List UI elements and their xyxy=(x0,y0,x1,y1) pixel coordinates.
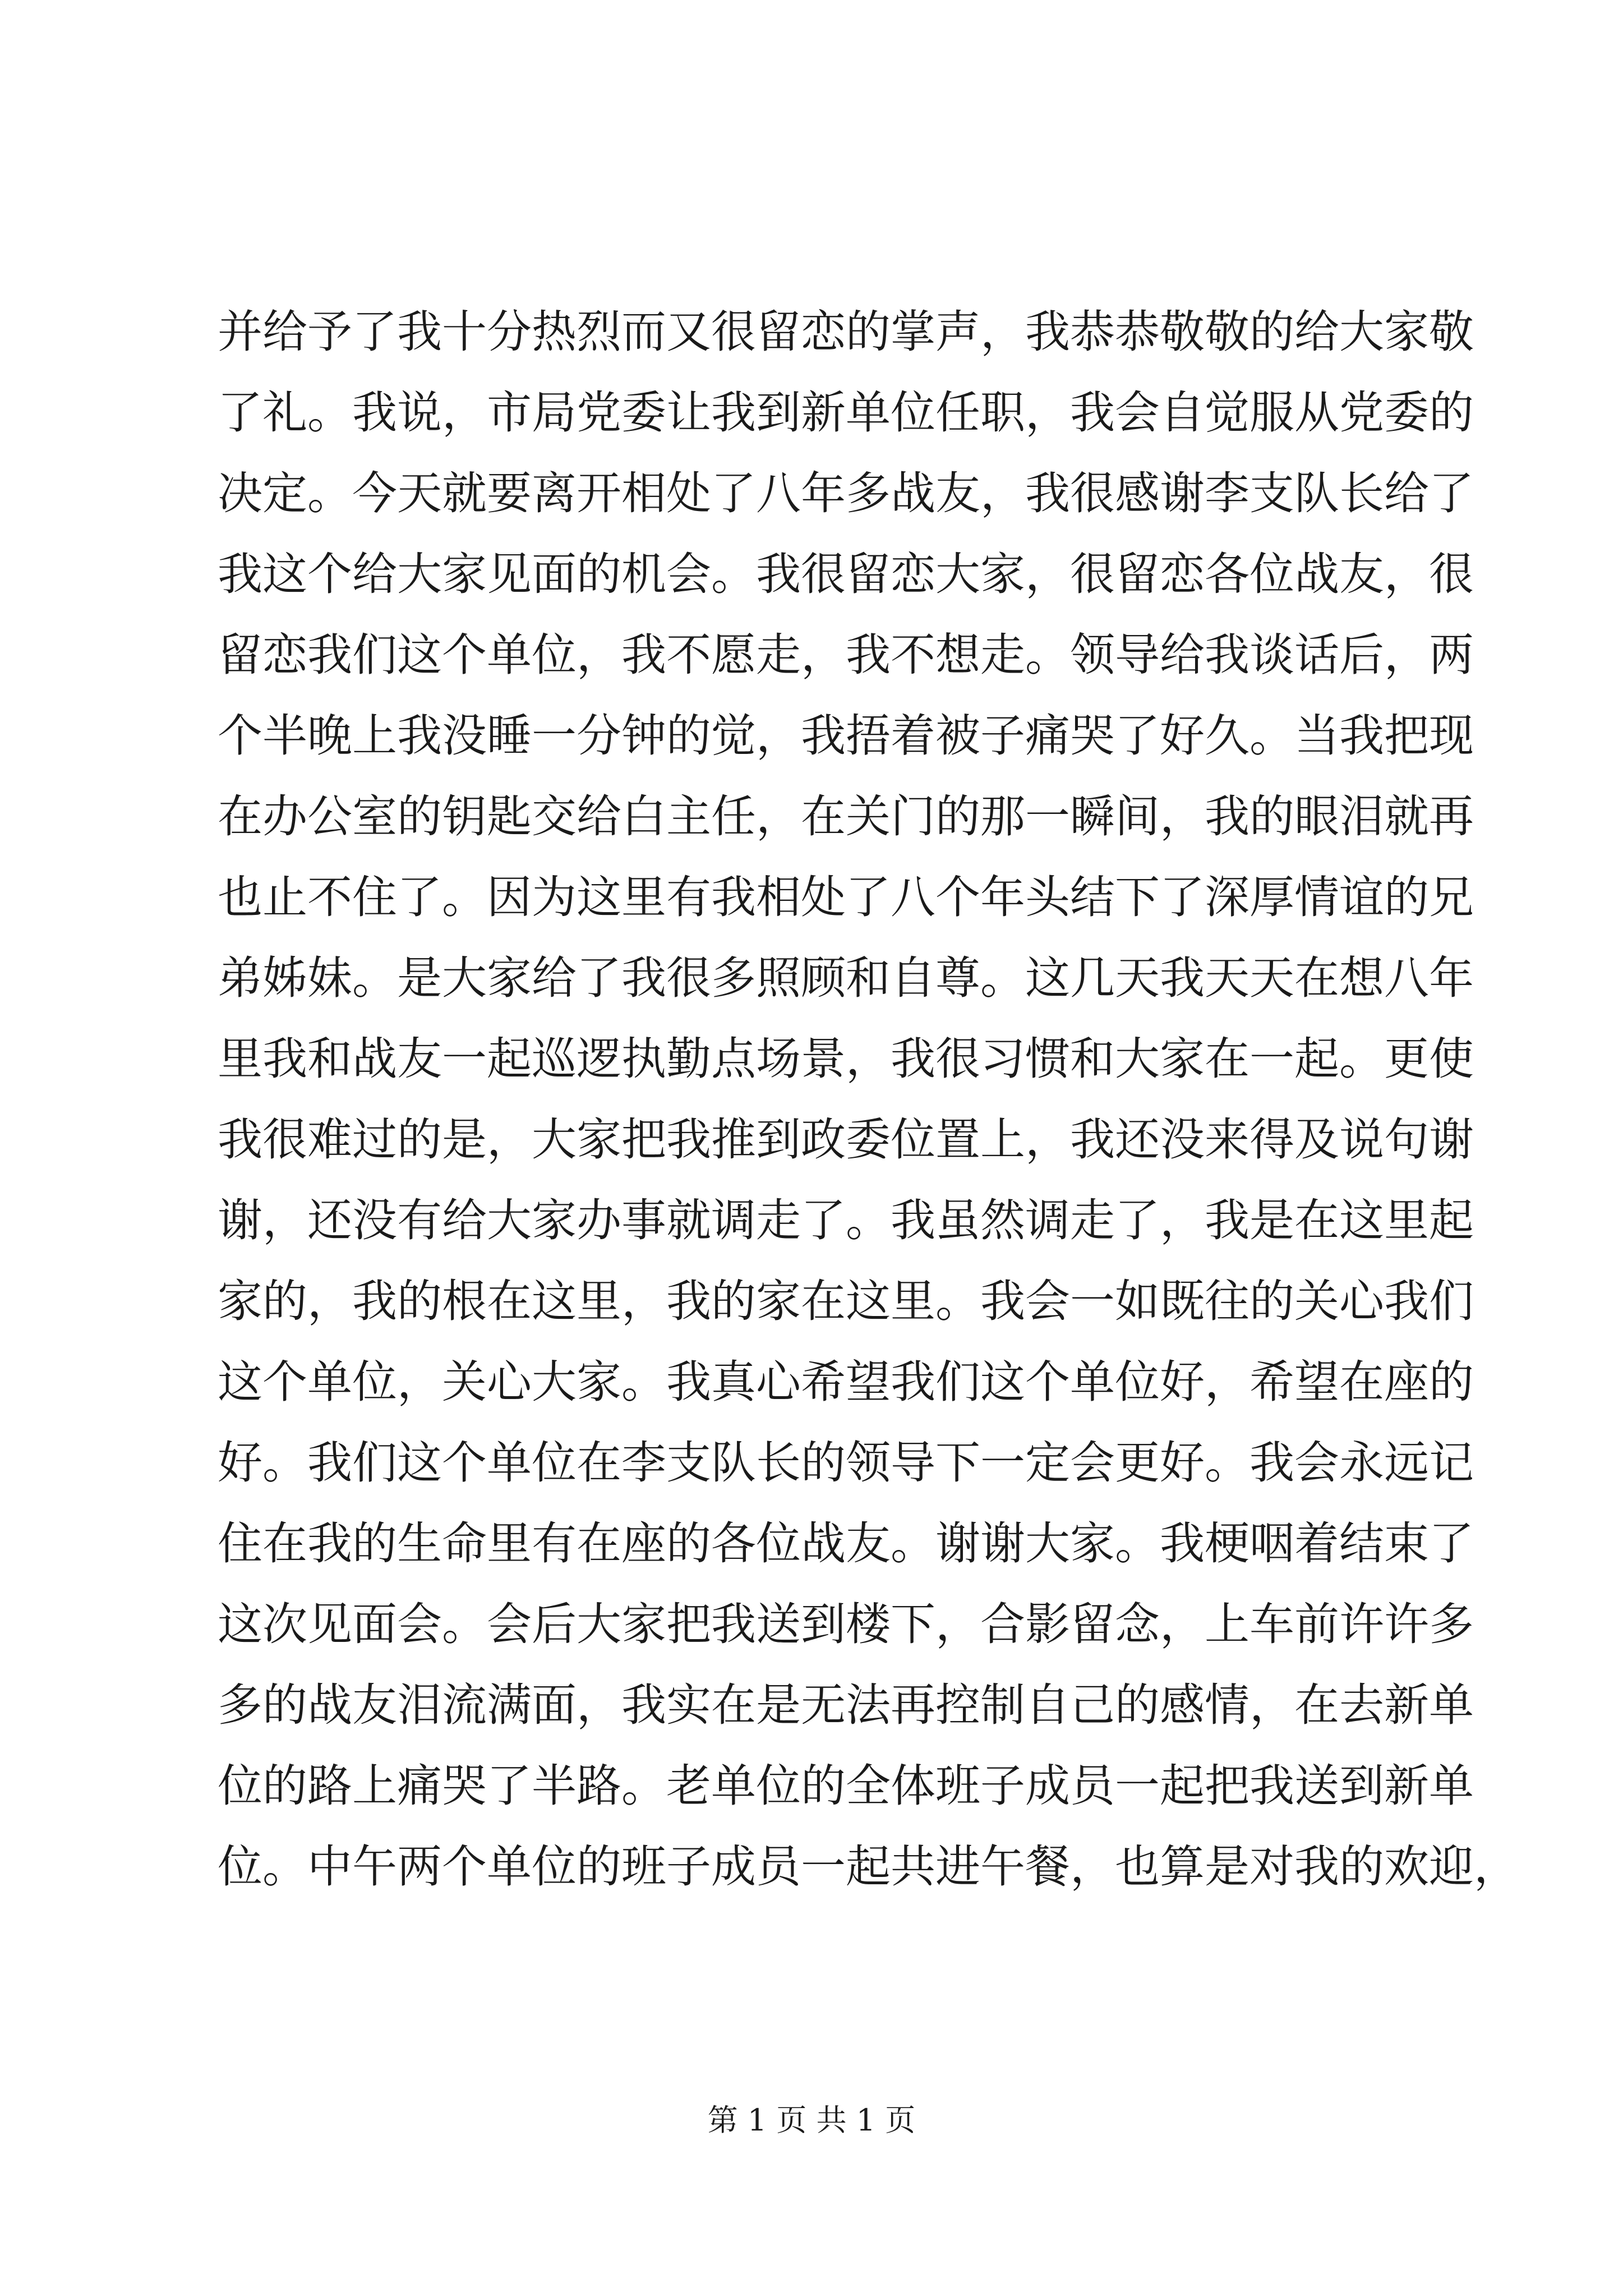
text-line: 在办公室的钥匙交给白主任，在关门的那一瞬间，我的眼泪就再 xyxy=(218,790,1474,843)
text-line: 住在我的生命里有在座的各位战友。谢谢大家。我梗咽着结束了 xyxy=(218,1517,1474,1570)
text-line: 也止不住了。因为这里有我相处了八个年头结下了深厚情谊的兄 xyxy=(218,871,1474,923)
text-line: 好。我们这个单位在李支队长的领导下一定会更好。我会永远记 xyxy=(218,1437,1474,1489)
text-line: 家的，我的根在这里，我的家在这里。我会一如既往的关心我们 xyxy=(218,1275,1474,1327)
text-line: 决定。今天就要离开相处了八年多战友，我很感谢李支队长给了 xyxy=(218,467,1474,519)
text-line: 留恋我们这个单位，我不愿走，我不想走。领导给我谈话后，两 xyxy=(218,629,1474,681)
page-number-footer: 第 1 页 共 1 页 xyxy=(707,2102,916,2138)
text-line: 这个单位，关心大家。我真心希望我们这个单位好，希望在座的 xyxy=(218,1356,1474,1408)
document-body xyxy=(218,292,1519,1907)
text-line: 谢，还没有给大家办事就调走了。我虽然调走了，我是在这里起 xyxy=(218,1194,1474,1246)
text-line: 多的战友泪流满面，我实在是无法再控制自己的感情，在去新单 xyxy=(218,1679,1474,1731)
text-line: 个半晚上我没睡一分钟的觉，我捂着被子痛哭了好久。当我把现 xyxy=(218,710,1474,762)
text-line: 位。中午两个单位的班子成员一起共进午餐，也算是对我的欢迎， xyxy=(218,1841,1519,1893)
text-line: 位的路上痛哭了半路。老单位的全体班子成员一起把我送到新单 xyxy=(218,1760,1474,1812)
text-line: 了礼。我说，市局党委让我到新单位任职，我会自觉服从党委的 xyxy=(218,386,1474,439)
text-line: 弟姊妹。是大家给了我很多照顾和自尊。这几天我天天在想八年 xyxy=(218,952,1474,1004)
text-line: 里我和战友一起巡逻执勤点场景，我很习惯和大家在一起。更使 xyxy=(218,1033,1474,1085)
text-line: 这次见面会。会后大家把我送到楼下，合影留念，上车前许许多 xyxy=(218,1598,1474,1650)
text-line: 我很难过的是，大家把我推到政委位置上，我还没来得及说句谢 xyxy=(218,1114,1474,1166)
text-line: 我这个给大家见面的机会。我很留恋大家，很留恋各位战友，很 xyxy=(218,548,1474,600)
text-line: 并给予了我十分热烈而又很留恋的掌声，我恭恭敬敬的给大家敬 xyxy=(218,306,1474,358)
